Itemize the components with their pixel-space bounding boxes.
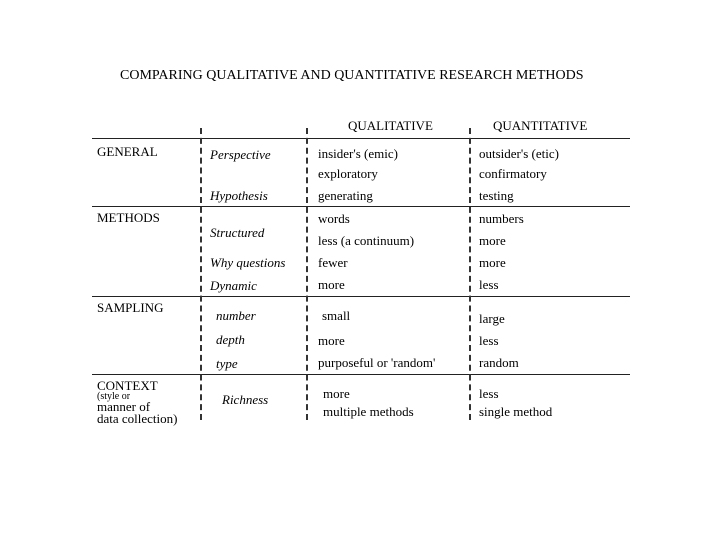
row-label-dynamic: Dynamic	[210, 278, 257, 293]
divider-3	[469, 128, 471, 420]
cell-quant-more: more	[479, 233, 506, 248]
divider-1	[200, 128, 202, 420]
cell-qual-why: fewer	[318, 255, 348, 270]
cell-qual-depth: more	[318, 333, 345, 348]
row-label-structured: Structured	[210, 225, 265, 240]
rule-sampling	[92, 374, 630, 375]
cell-qual-dynamic: more	[318, 277, 345, 292]
page-title: COMPARING QUALITATIVE AND QUANTITATIVE RESEARCH METHODS	[120, 68, 584, 83]
row-label-number: number	[216, 308, 256, 323]
row-label-type: type	[216, 356, 238, 371]
cell-qual-perspective: insider's (emic)	[318, 146, 398, 161]
header-quantitative: QUANTITATIVE	[493, 118, 588, 133]
row-label-depth: depth	[216, 332, 245, 347]
row-label-why: Why questions	[210, 255, 286, 270]
cell-qual-richness-2: multiple methods	[323, 404, 414, 419]
cell-quant-perspective: outsider's (etic)	[479, 146, 559, 161]
category-context-sub3: data collection)	[97, 411, 178, 426]
category-methods: METHODS	[97, 210, 160, 225]
cell-quant-confirmatory: confirmatory	[479, 166, 547, 181]
cell-qual-continuum: less (a continuum)	[318, 233, 415, 248]
cell-qual-number: small	[322, 308, 351, 323]
cell-quant-richness-2: single method	[479, 404, 553, 419]
cell-quant-depth: less	[479, 333, 499, 348]
cell-quant-type: random	[479, 355, 519, 370]
row-label-perspective: Perspective	[210, 147, 271, 162]
cell-qual-richness-1: more	[323, 386, 350, 401]
cell-quant-numbers: numbers	[479, 211, 524, 226]
cell-quant-dynamic: less	[479, 277, 499, 292]
category-context-sub2: manner of	[97, 399, 151, 414]
row-label-richness: Richness	[222, 392, 269, 407]
cell-qual-type: purposeful or 'random'	[318, 355, 436, 370]
cell-qual-exploratory: exploratory	[318, 166, 378, 181]
rule-general	[92, 206, 630, 207]
rule-header	[92, 138, 630, 139]
row-label-hypothesis: Hypothesis	[210, 188, 268, 203]
category-sampling: SAMPLING	[97, 300, 164, 315]
category-general: GENERAL	[97, 144, 158, 159]
category-context: CONTEXT	[97, 378, 158, 393]
rule-methods	[92, 296, 630, 297]
divider-2	[306, 128, 308, 420]
cell-quant-why: more	[479, 255, 506, 270]
cell-qual-hypothesis: generating	[318, 188, 373, 203]
cell-qual-words: words	[318, 211, 350, 226]
cell-quant-hypothesis: testing	[479, 188, 514, 203]
cell-quant-richness-1: less	[479, 386, 499, 401]
category-context-sub1: (style or	[97, 391, 131, 402]
header-qualitative: QUALITATIVE	[348, 118, 433, 133]
cell-quant-number: large	[479, 311, 505, 326]
